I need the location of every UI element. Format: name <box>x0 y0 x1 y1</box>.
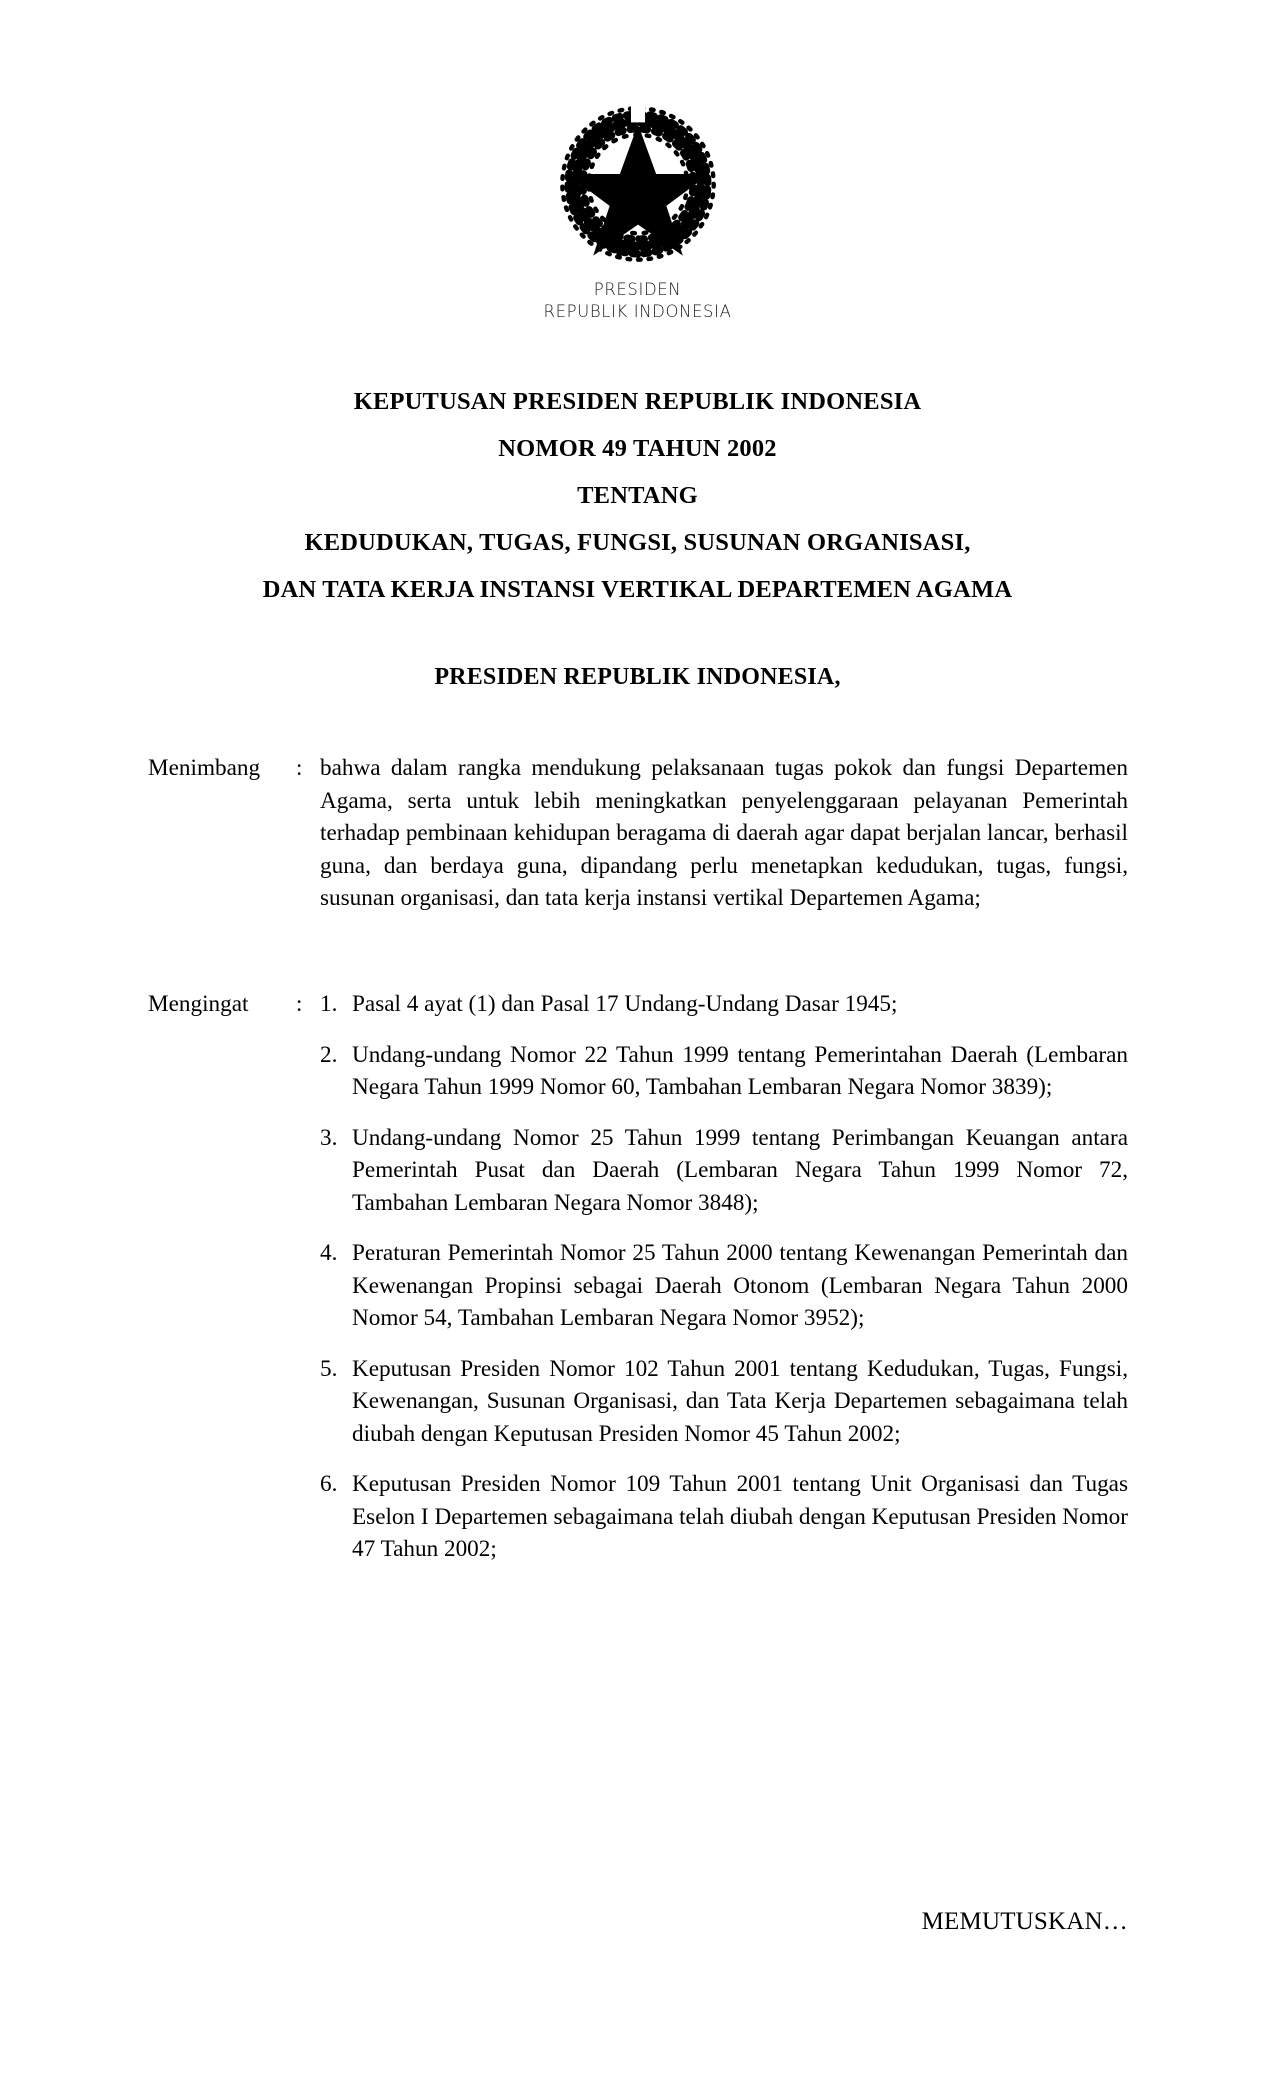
page-continuation-note: MEMUTUSKAN… <box>921 1908 1128 1935</box>
list-item <box>320 1039 1128 1104</box>
star-in-laurel-wreath-emblem <box>550 96 726 272</box>
clause-body-mengingat <box>320 988 1128 1566</box>
list-item-number: 2. <box>320 1041 338 1068</box>
title-line-decree-type: KEPUTUSAN PRESIDEN REPUBLIK INDONESIA <box>353 388 922 415</box>
list-item <box>320 1122 1128 1220</box>
list-item-text: Keputusan Presiden Nomor 109 Tahun 2001 tentang Unit Organisasi dan Tugas Eselon I Departemen sebagaimana telah diubah dengan Keputusan Presiden Nomor 47 Tahun 2002; <box>352 1471 1128 1562</box>
list-item-number: 3. <box>320 1124 338 1151</box>
title-line-number-year: NOMOR 49 TAHUN 2002 <box>498 435 777 462</box>
list-item-number: 6. <box>320 1471 338 1497</box>
menimbang-paragraph: bahwa dalam rangka mendukung pelaksanaan tugas pokok dan fungsi Departemen Agama, serta untuk lebih meningkatkan penyelenggaraan pelayanan Pemerintah terhadap pembinaan kehidupan beragama di daerah agar dapat berjalan lancar, berhasil guna, dan berdaya guna, dipandang perlu menetapkan kedudukan, tugas, fungsi, susunan organisasi, dan tata kerja instansi vertikal Departemen Agama; <box>320 755 1128 911</box>
list-item-text: Peraturan Pemerintah Nomor 25 Tahun 2000 tentang Kewenangan Pemerintah dan Kewenangan Propinsi sebagai Daerah Otonom (Lembaran Negara Tahun 2000 Nomor 54, Tambahan Lembaran Negara Nomor 3952); <box>352 1240 1128 1331</box>
clause-body-menimbang <box>320 752 1128 915</box>
letterhead-caption <box>0 279 1275 323</box>
title-line-subject-2: DAN TATA KERJA INSTANSI VERTIKAL DEPARTEMEN AGAMA <box>262 576 1013 603</box>
list-item <box>320 988 1128 1021</box>
list-item-text: Undang-undang Nomor 25 Tahun 1999 tentang Perimbangan Keuangan antara Pemerintah Pusat dan Daerah (Lembaran Negara Tahun 1999 Nomor 72, Tambahan Lembaran Negara Nomor 3848); <box>352 1124 1128 1216</box>
list-item-text: Pasal 4 ayat (1) dan Pasal 17 Undang-Undang Dasar 1945; <box>352 991 898 1017</box>
letterhead <box>0 96 1275 323</box>
clause-label-menimbang: Menimbang <box>148 755 261 781</box>
deciding-authority-heading: PRESIDEN REPUBLIK INDONESIA, <box>434 664 841 690</box>
mengingat-list <box>320 988 1128 1566</box>
title-line-subject-1: KEDUDUKAN, TUGAS, FUNGSI, SUSUNAN ORGANISASI, <box>304 529 971 556</box>
clause-menimbang <box>148 752 1128 915</box>
list-item <box>320 1353 1128 1451</box>
list-item <box>320 1237 1128 1335</box>
list-item <box>320 1468 1128 1566</box>
clause-colon-menimbang: : <box>296 755 303 781</box>
title-line-about: TENTANG <box>577 482 698 509</box>
list-item-number: 1. <box>320 991 338 1017</box>
list-item-text: Keputusan Presiden Nomor 102 Tahun 2001 tentang Kedudukan, Tugas, Fungsi, Kewenangan, Susunan Organisasi, dan Tata Kerja Departemen sebagaimana telah diubah dengan Keputusan Presiden Nomor 45 Tahun 2002; <box>352 1355 1128 1447</box>
list-item-text: Undang-undang Nomor 22 Tahun 1999 tentang Pemerintahan Daerah (Lembaran Negara Tahun 1999 Nomor 60, Tambahan Lembaran Negara Nomor 3839); <box>352 1041 1128 1100</box>
clause-mengingat <box>148 988 1128 1566</box>
document-title-block <box>0 378 1275 613</box>
letterhead-caption-line-1: PRESIDEN <box>593 280 682 299</box>
letterhead-caption-line-2: REPUBLIK INDONESIA <box>543 301 732 321</box>
clause-label-mengingat: Mengingat <box>148 991 249 1017</box>
list-item-number: 5. <box>320 1355 338 1382</box>
list-item-number: 4. <box>320 1240 338 1266</box>
clause-colon-mengingat: : <box>296 991 303 1017</box>
